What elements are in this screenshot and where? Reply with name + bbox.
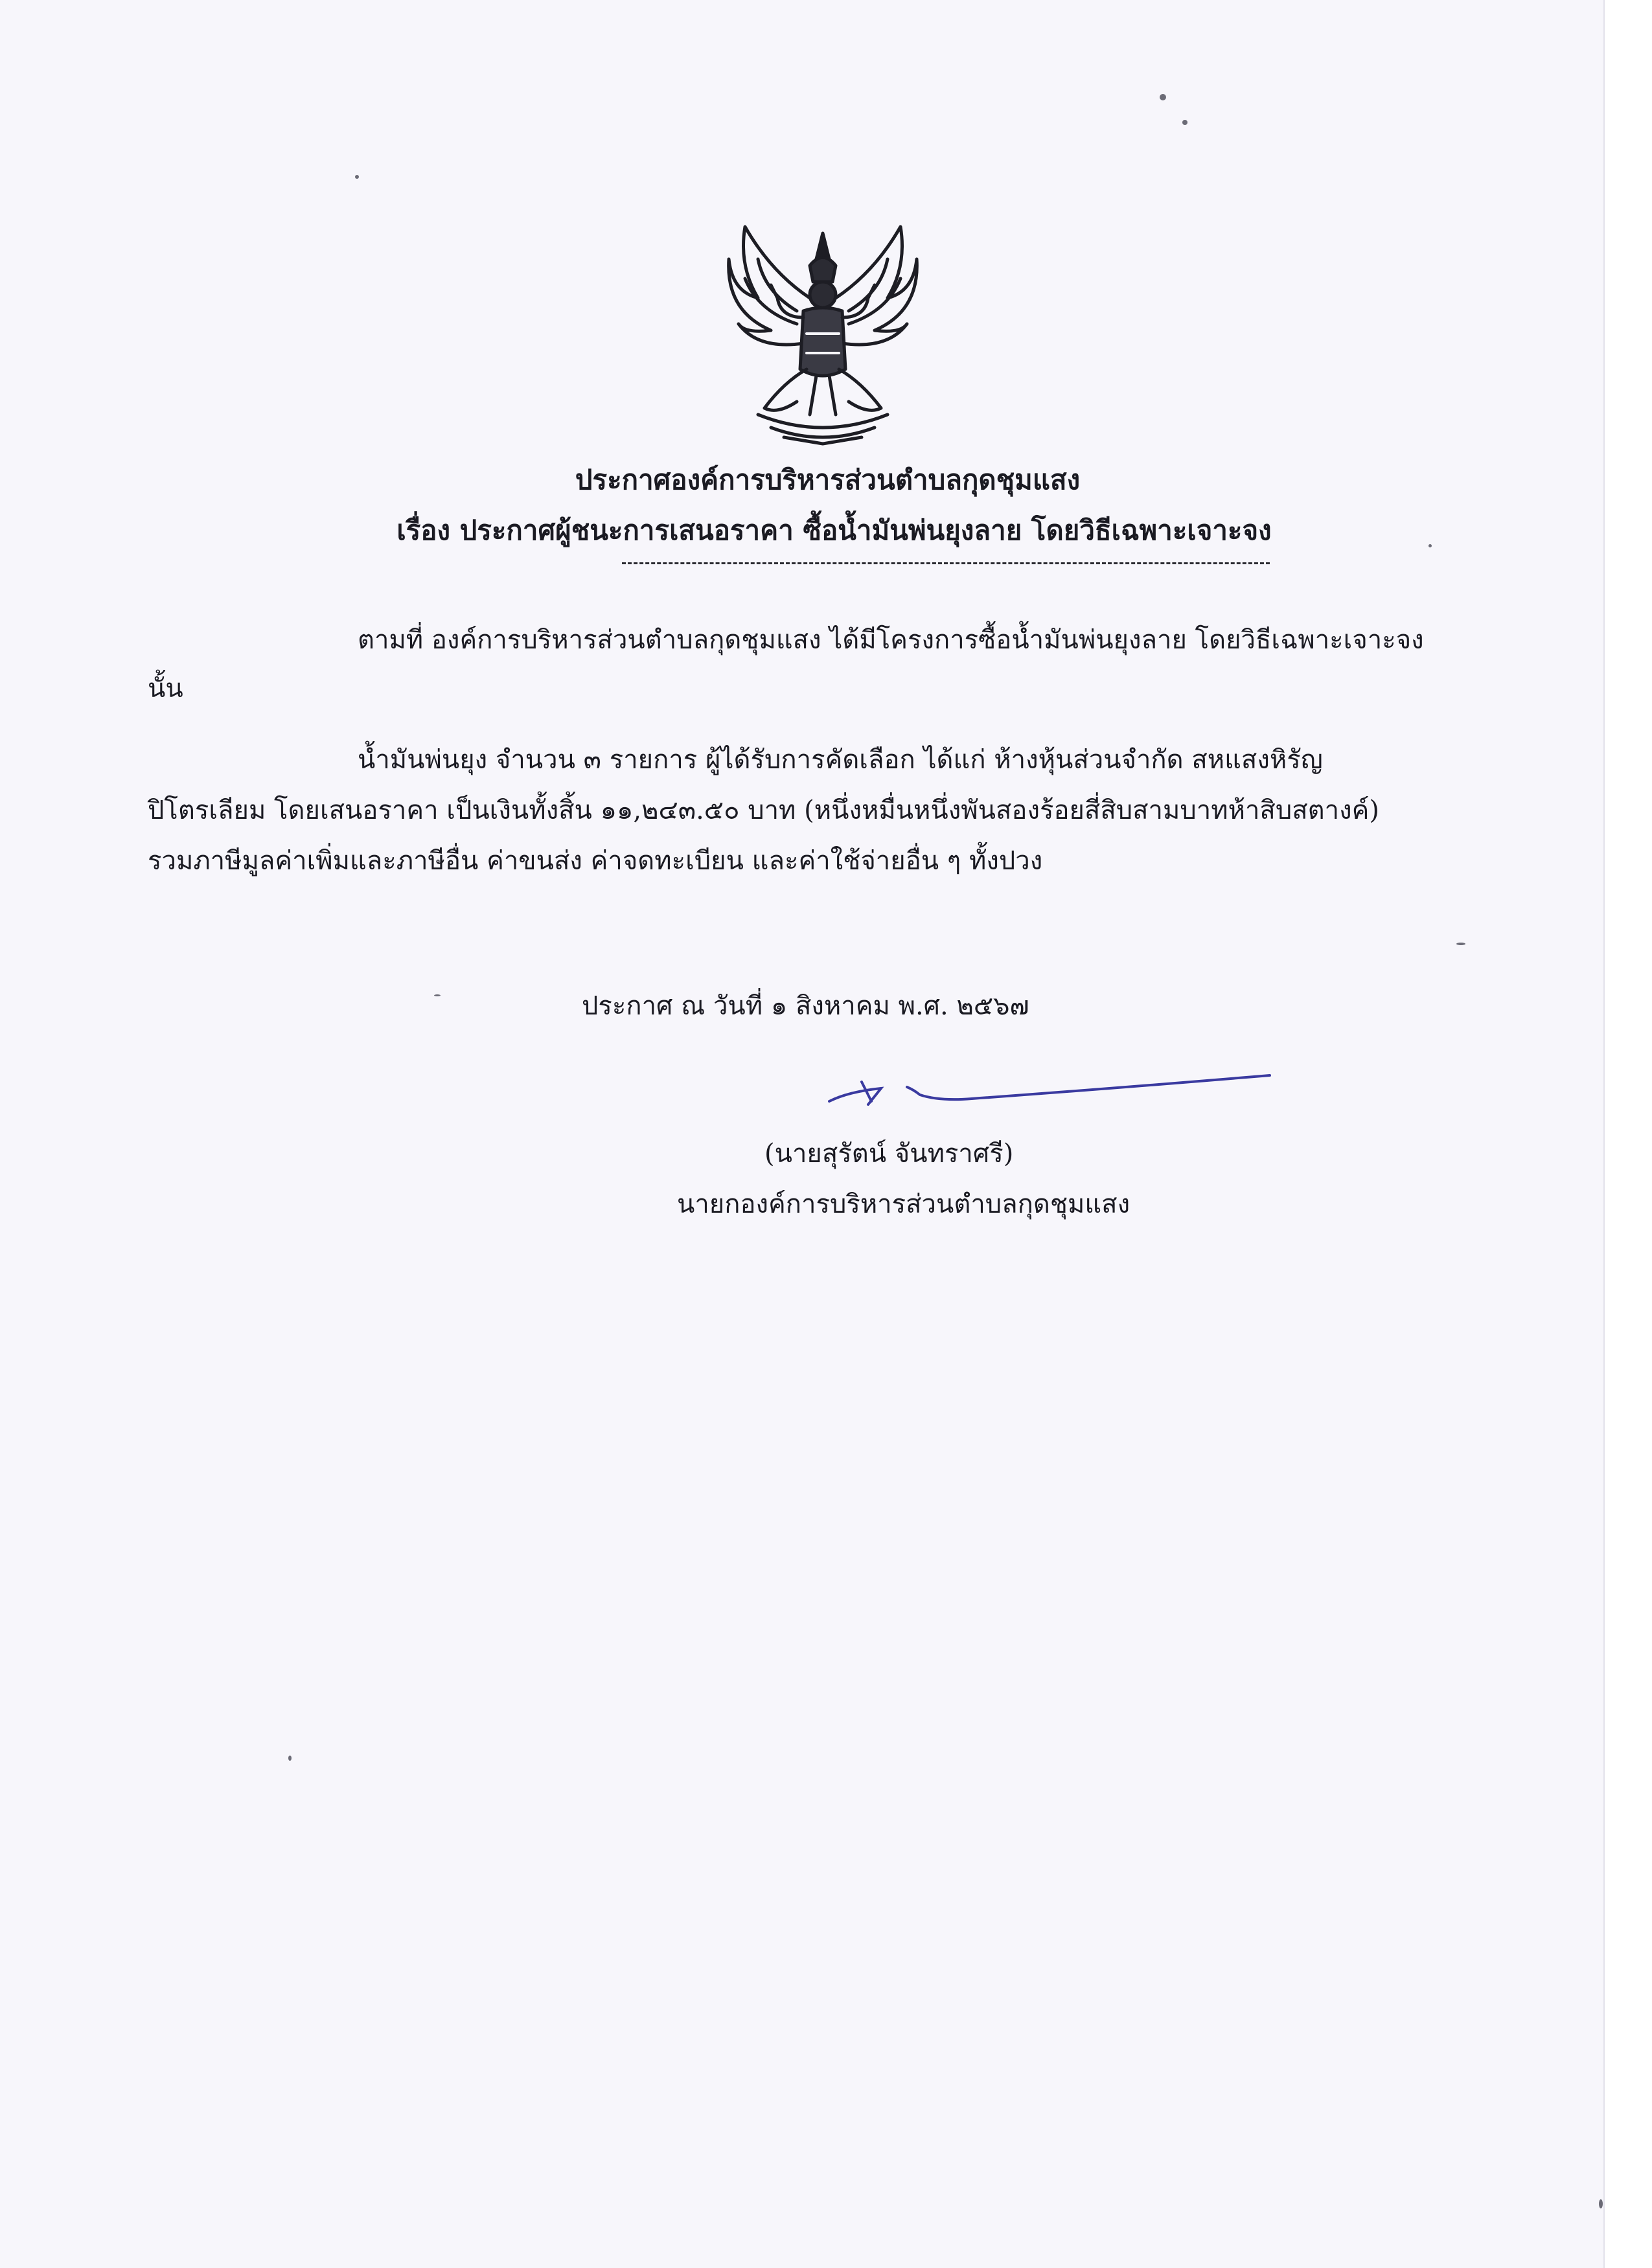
scan-speck	[1182, 120, 1187, 125]
scan-speck	[288, 1756, 292, 1761]
garuda-emblem-icon	[719, 220, 926, 447]
handwritten-signature	[823, 1056, 1276, 1121]
scan-speck	[1160, 94, 1166, 100]
paragraph-2-line-3: รวมภาษีมูลค่าเพิ่มและภาษีอื่น ค่าขนส่ง ค่าจดทะเบียน และค่าใช้จ่ายอื่น ๆ ทั้งปวง	[148, 846, 1043, 876]
scan-speck	[434, 994, 441, 996]
scan-speck	[1599, 2199, 1603, 2208]
paragraph-1-line-2: นั้น	[148, 674, 183, 704]
scan-speck	[1428, 544, 1432, 547]
paragraph-1-line-1: ตามที่ องค์การบริหารส่วนตำบลกุดชุมแสง ได้มีโครงการซื้อน้ำมันพ่นยุงลาย โดยวิธีเฉพาะเจาะจง	[358, 625, 1424, 655]
signatory-title: นายกองค์การบริหารส่วนตำบลกุดชุมแสง	[677, 1189, 1130, 1219]
paragraph-2-line-2: ปิโตรเลียม โดยเสนอราคา เป็นเงินทั้งสิ้น ๑๑,๒๔๓.๕๐ บาท (หนึ่งหมื่นหนึ่งพันสองร้อยสี่สิบสามบาทห้าสิบสตางค์)	[148, 796, 1379, 825]
signatory-name: (นายสุรัตน์ จันทราศรี)	[764, 1139, 1014, 1169]
announcement-date: ประกาศ ณ วันที่ ๑ สิงหาคม พ.ศ. ๒๕๖๗	[582, 991, 1029, 1021]
page-edge	[1603, 0, 1652, 2268]
scan-speck	[355, 175, 359, 179]
scan-speck	[1456, 943, 1465, 945]
document-title: ประกาศองค์การบริหารส่วนตำบลกุดชุมแสง	[575, 464, 1081, 496]
title-divider	[622, 562, 1270, 564]
paragraph-2-line-1: น้ำมันพ่นยุง จำนวน ๓ รายการ ผู้ได้รับการคัดเลือก ได้แก่ ห้างหุ้นส่วนจำกัด สหแสงหิรัญ	[358, 745, 1323, 775]
document-subject: เรื่อง ประกาศผู้ชนะการเสนอราคา ซื้อน้ำมันพ่นยุงลาย โดยวิธีเฉพาะเจาะจง	[396, 514, 1272, 546]
